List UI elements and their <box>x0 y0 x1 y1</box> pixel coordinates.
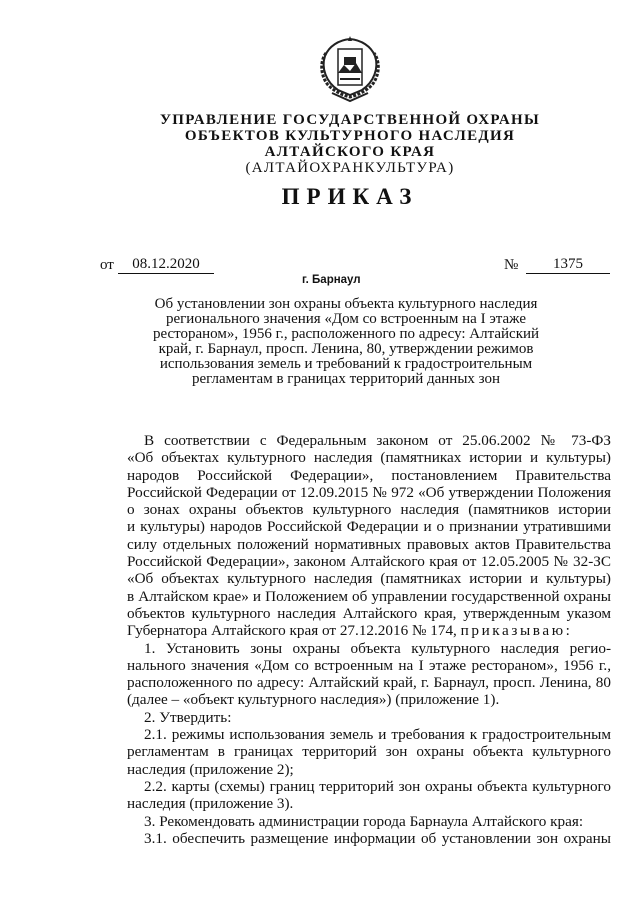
preamble-line: о зонах охраны объектов культурного наследия (памятников истории <box>127 501 611 519</box>
org-short-name: (АЛТАЙОХРАНКУЛЬТУРА) <box>245 160 455 176</box>
document-type-title: ПРИКАЗ <box>281 184 419 209</box>
org-name-line-3: АЛТАЙСКОГО КРАЯ <box>264 144 436 160</box>
item-2-1-line: регламентам в границах территорий зон охраны объекта культурного <box>127 743 611 761</box>
preamble-line: Российской Федерации», законом Алтайского края от 12.05.2005 № 32-ЗС <box>127 553 611 571</box>
subject-line: рестораном», 1956 г., расположенного по адресу: Алтайский <box>152 326 540 342</box>
order-subject <box>128 297 564 387</box>
date-label: от <box>100 257 114 273</box>
org-name-line-1: УПРАВЛЕНИЕ ГОСУДАРСТВЕННОЙ ОХРАНЫ <box>159 112 541 128</box>
order-body <box>127 432 611 847</box>
preamble-final-line <box>127 622 611 639</box>
order-date: 08.12.2020 <box>118 256 214 274</box>
preamble-line: объектов культурного наследия Алтайского края, утвержденным указом <box>127 604 611 622</box>
city-label: г. Барнаул <box>302 274 361 286</box>
item-1-line: расположенного по адресу: Алтайский край, г. Барнаул, просп. Ленина, 80 <box>127 674 611 692</box>
item-2-1-line: 2.1. режимы использования земель и требования к градостроительным <box>144 726 611 744</box>
item-1-line: нального значения «Дом со встроенным на I этаже рестораном», 1956 г., <box>127 656 611 674</box>
preamble-line: Российской Федерации от 12.09.2015 № 972 «Об утверждении Положения <box>127 483 611 501</box>
governor-decree-text: Губернатора Алтайского края от 27.12.2016 № 174, <box>127 622 457 640</box>
number-label: № <box>504 257 519 273</box>
subject-line: регламентам в границах территорий данных зон <box>191 371 501 387</box>
org-name-line-2: ОБЪЕКТОВ КУЛЬТУРНОГО НАСЛЕДИЯ <box>184 128 516 144</box>
subject-line: край, г. Барнаул, просп. Ленина, 80, утверждении режимов <box>158 341 534 357</box>
subject-line: Об установлении зон охраны объекта культурного наследия <box>154 296 538 312</box>
item-1-line: (далее – «объект культурного наследия») (приложение 1). <box>127 691 500 709</box>
subject-line: регионального значения «Дом со встроенным на I этаже <box>166 311 526 327</box>
preamble-line: «Об объектах культурного наследия (памятниках истории и культуры) <box>127 449 611 467</box>
preamble-line: в Алтайском крае» и Положением об управлении государственной охраны <box>127 587 611 605</box>
item-1-line: 1. Установить зоны охраны объекта культурного наследия регио- <box>144 639 611 657</box>
subject-line: использования земель и требований к градостроительным <box>159 356 533 372</box>
preamble-line: и культуры) народов Российской Федерации и о признании утратившими <box>127 518 611 536</box>
preamble-line: «Об объектах культурного наследия (памятниках истории и культуры) <box>127 570 611 588</box>
item-2: 2. Утвердить: <box>144 708 232 726</box>
preamble-line: силу отдельных положений нормативных правовых актов Правительства <box>127 535 611 553</box>
preamble-line: В соответствии с Федеральным законом от 25.06.2002 № 73-ФЗ <box>144 432 611 449</box>
item-3-1-line: 3.1. обеспечить размещение информации об установлении зон охраны <box>144 829 611 847</box>
order-word: приказываю: <box>460 622 573 640</box>
coat-of-arms-emblem <box>314 33 386 103</box>
item-2-1-line: наследия (приложение 2); <box>127 760 294 778</box>
item-2-2-line: наследия (приложение 3). <box>127 795 294 813</box>
preamble-line: народов Российской Федерации», постановлением Правительства <box>127 466 611 484</box>
order-number: 1375 <box>526 256 610 274</box>
item-2-2-line: 2.2. карты (схемы) границ территорий зон охраны объекта культурного <box>144 777 611 795</box>
item-3: 3. Рекомендовать администрации города Барнаула Алтайского края: <box>144 812 584 830</box>
